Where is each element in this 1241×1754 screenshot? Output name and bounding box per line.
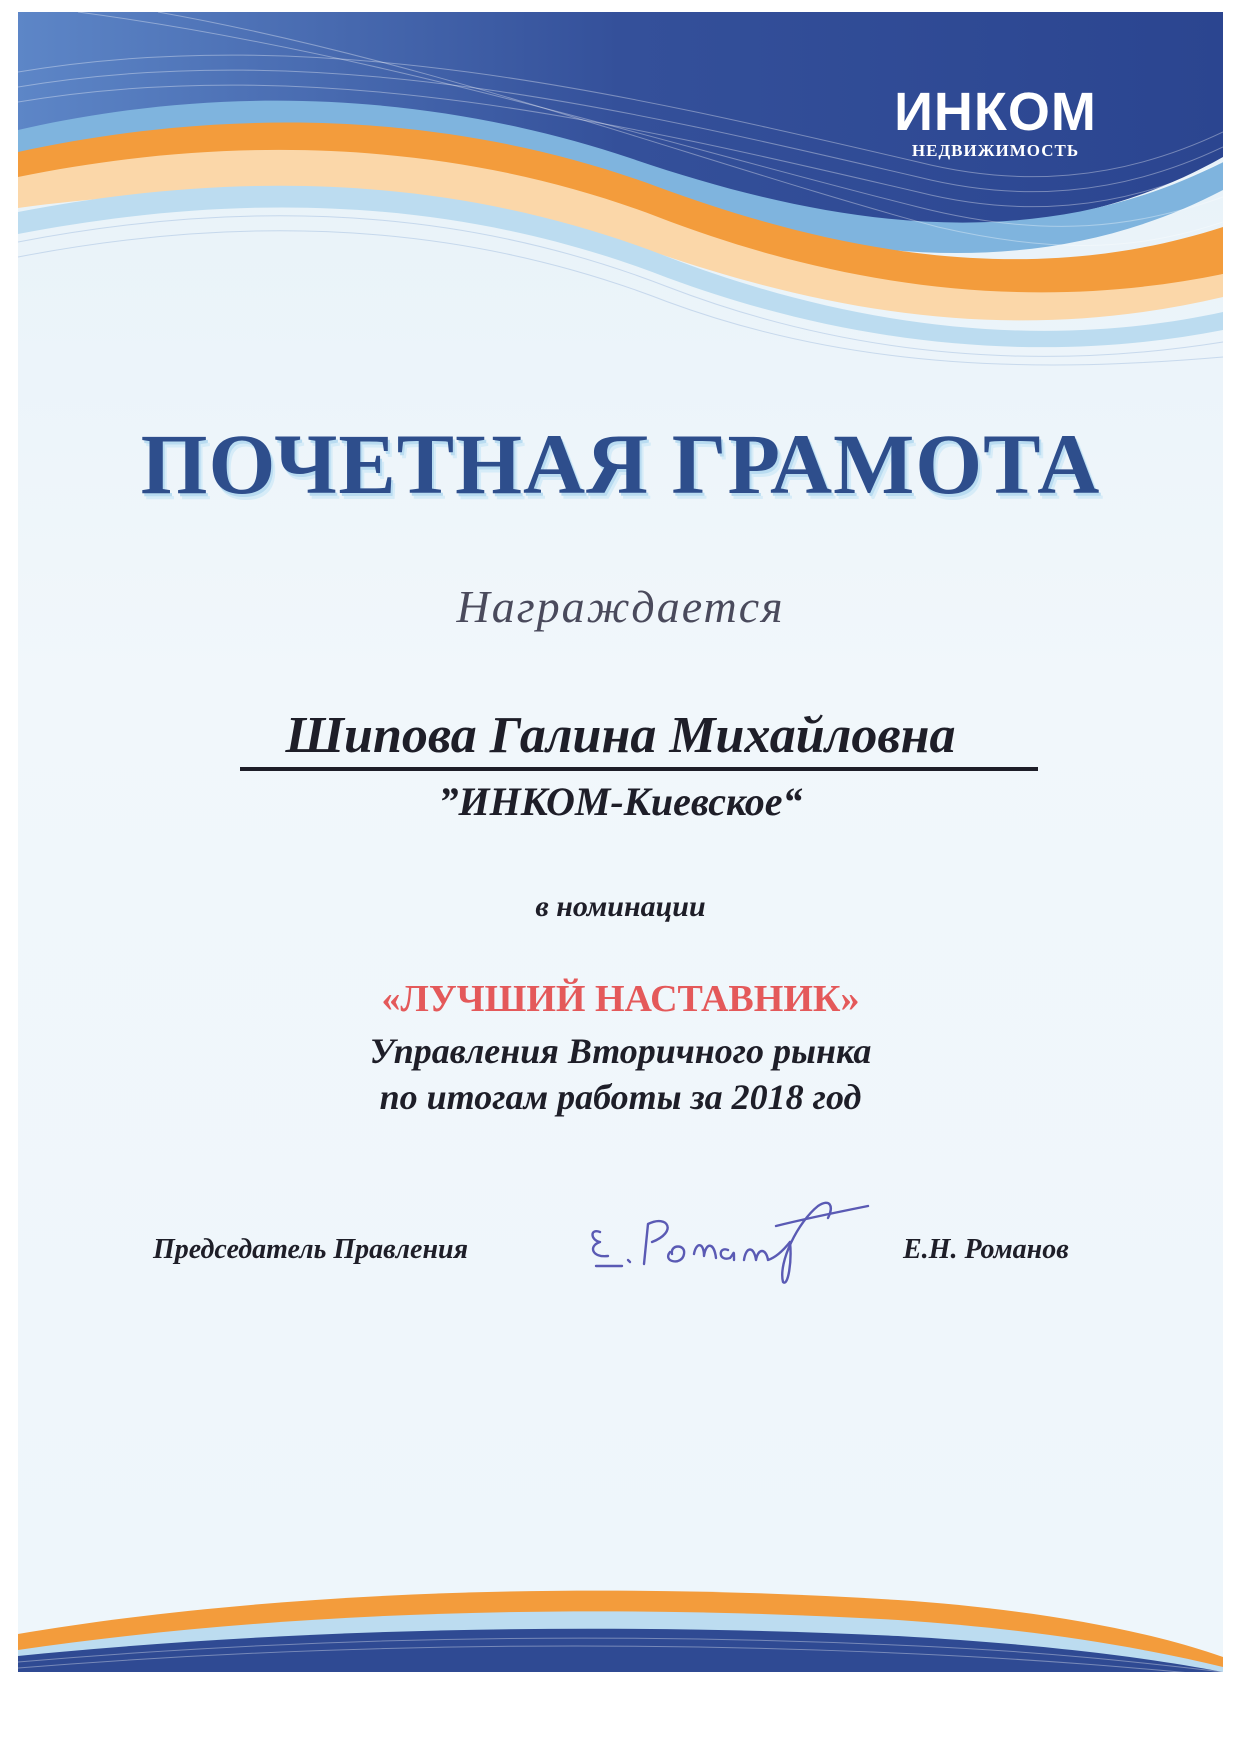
signer-title: Председатель Правления bbox=[153, 1234, 469, 1265]
handwritten-signature bbox=[578, 1162, 938, 1292]
certificate-title: ПОЧЕТНАЯ ГРАМОТА bbox=[140, 416, 1101, 512]
logo-subtitle: НЕДВИЖИМОСТЬ bbox=[911, 141, 1080, 160]
awarded-label: Награждается bbox=[456, 581, 785, 632]
signer-name: Е.Н. Романов bbox=[903, 1234, 1069, 1265]
header-wave-decoration bbox=[18, 12, 1223, 372]
nomination-title: «ЛУЧШИЙ НАСТАВНИК» bbox=[381, 978, 860, 1020]
footer-wave-decoration bbox=[18, 1572, 1223, 1672]
name-underline bbox=[240, 767, 1038, 771]
nomination-intro: в номинации bbox=[535, 890, 706, 923]
inkom-logo bbox=[873, 82, 1118, 172]
certificate-sheet bbox=[18, 12, 1223, 1672]
nomination-period: по итогам работы за 2018 год bbox=[379, 1077, 862, 1117]
recipient-company: ”ИНКОМ-Киевское“ bbox=[438, 779, 803, 824]
logo-brand: ИНКОМ bbox=[894, 82, 1097, 142]
nomination-department: Управления Вторичного рынка bbox=[369, 1031, 872, 1071]
recipient-name: Шипова Галина Михайловна bbox=[285, 707, 956, 764]
